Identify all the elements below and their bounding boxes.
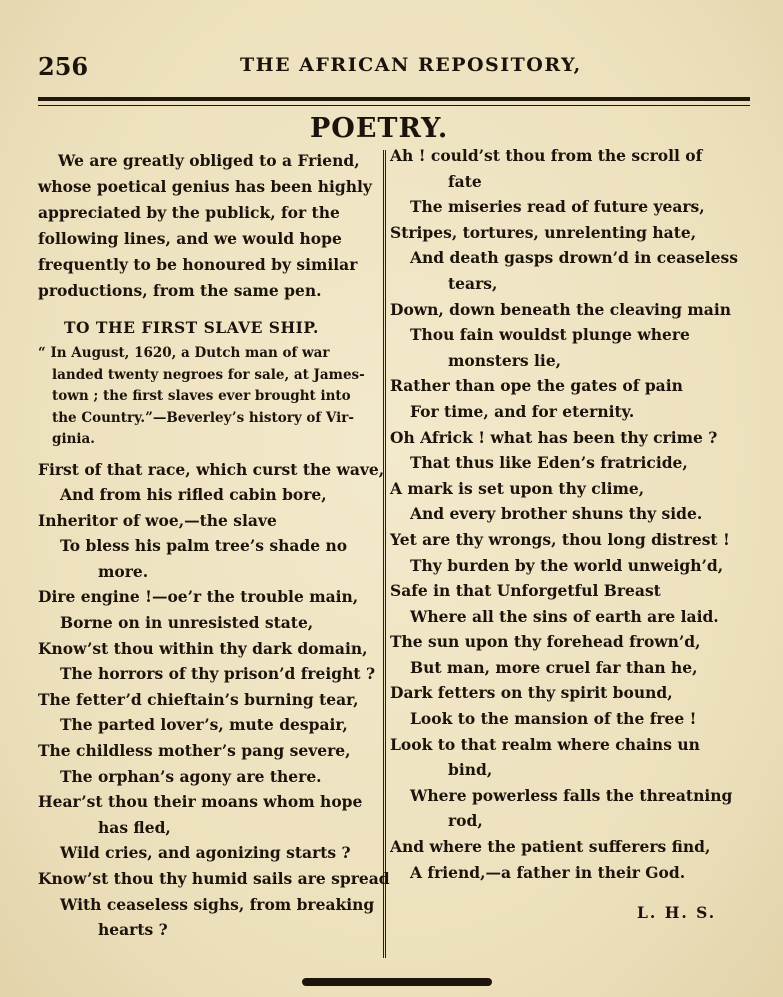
intro-line: We are greatly obliged to a Friend,	[58, 151, 360, 170]
verse-line: The parted lover’s, mute despair,	[60, 715, 348, 735]
intro-line: frequently to be honoured by similar	[38, 255, 358, 274]
verse-line: The orphan’s agony are there.	[60, 766, 322, 786]
verse-line: Look to the mansion of the free !	[410, 709, 697, 729]
verse-line: Thou fain wouldst plunge where	[410, 325, 690, 345]
intro-line: following lines, and we would hope	[38, 229, 342, 248]
intro-line: appreciated by the publick, for the	[38, 203, 340, 222]
verse-line: Stripes, tortures, unrelenting hate,	[390, 222, 697, 242]
header-rule-thick	[38, 97, 750, 101]
epigraph-line: ginia.	[52, 431, 95, 447]
column-divider	[383, 150, 386, 958]
verse-line: And where the patient sufferers find,	[390, 837, 711, 857]
verse-line: bind,	[448, 760, 493, 780]
right-column	[390, 143, 738, 885]
verse-line: Yet are thy wrongs, thou long distrest !	[390, 529, 730, 549]
verse-line: The sun upon thy forehead frown’d,	[390, 632, 701, 652]
verse-line: The miseries read of future years,	[410, 197, 705, 217]
verse-line: A mark is set upon thy clime,	[390, 478, 645, 498]
verse-line: Borne on in unresisted state,	[60, 613, 314, 633]
verse-line: Rather than ope the gates of pain	[390, 376, 683, 396]
poem-verse-right	[390, 143, 738, 885]
verse-line: more.	[98, 561, 149, 581]
page-number: 256	[38, 52, 89, 81]
verse-line: The fetter’d chieftain’s burning tear,	[38, 689, 359, 709]
verse-line: Where all the sins of earth are laid.	[410, 606, 719, 626]
verse-line: Look to that realm where chains un	[390, 734, 700, 754]
epigraph-line: town ; the first slaves ever brought into	[52, 388, 351, 404]
epigraph-line: landed twenty negroes for sale, at James-	[52, 366, 365, 383]
verse-line: With ceaseless sighs, from breaking	[60, 894, 375, 914]
verse-line: hearts ?	[98, 920, 168, 940]
verse-line: Down, down beneath the cleaving main	[390, 299, 731, 319]
verse-line: But man, more cruel far than he,	[410, 657, 698, 677]
verse-line: The horrors of thy prison’d freight ?	[60, 664, 376, 684]
left-column	[38, 148, 390, 943]
verse-line: Dire engine !—oe’r the trouble main,	[38, 587, 359, 607]
author-signature: L. H. S.	[637, 903, 717, 922]
verse-line: And death gasps drown’d in ceaseless	[410, 248, 738, 268]
verse-line: Ah ! could’st thou from the scroll of	[390, 146, 703, 165]
verse-line: Oh Africk ! what has been thy crime ?	[390, 427, 718, 447]
intro-line: productions, from the same pen.	[38, 281, 322, 300]
verse-line: Thy burden by the world unweigh’d,	[410, 555, 724, 575]
verse-line: fate	[448, 171, 482, 191]
verse-line: The childless mother’s pang severe,	[38, 741, 351, 761]
poem-verse-left	[38, 457, 390, 943]
verse-line: Know’st thou within thy dark domain,	[38, 638, 368, 658]
verse-line: A friend,—a father in their God.	[410, 862, 686, 882]
verse-line: Hear’st thou their moans whom hope	[38, 792, 363, 812]
verse-line: And every brother shuns thy side.	[410, 504, 703, 524]
verse-line: has fled,	[98, 817, 171, 837]
verse-line: That thus like Eden’s fratricide,	[410, 453, 688, 473]
header-rule-thin	[38, 105, 750, 106]
section-title: POETRY.	[310, 113, 449, 144]
poem-title: TO THE FIRST SLAVE SHIP.	[64, 318, 319, 337]
verse-line: First of that race, which curst the wave,	[38, 459, 385, 479]
intro-line: whose poetical genius has been highly	[38, 177, 372, 196]
verse-line: Safe in that Unforgetful Breast	[390, 581, 661, 601]
editorial-intro	[38, 148, 374, 304]
epigraph	[38, 343, 374, 451]
epigraph-line: the Country.”—Beverley’s history of Vir-	[52, 409, 354, 426]
verse-line: Inheritor of woe,—the slave	[38, 510, 277, 530]
verse-line: For time, and for eternity.	[410, 401, 635, 421]
verse-line: monsters lie,	[448, 350, 562, 370]
epigraph-line: “ In August, 1620, a Dutch man of war	[38, 345, 330, 361]
verse-line: And from his rifled cabin bore,	[60, 485, 327, 505]
verse-line: Know’st thou thy humid sails are spread	[38, 869, 390, 888]
verse-line: Wild cries, and agonizing starts ?	[60, 843, 351, 863]
verse-line: Dark fetters on thy spirit bound,	[390, 683, 673, 703]
running-title: THE AFRICAN REPOSITORY,	[240, 54, 582, 76]
verse-line: Where powerless falls the threatning	[410, 785, 733, 805]
footer-ornament-rule	[302, 978, 492, 986]
verse-line: rod,	[448, 811, 483, 831]
verse-line: tears,	[448, 273, 498, 293]
verse-line: To bless his palm tree’s shade no	[60, 536, 348, 556]
